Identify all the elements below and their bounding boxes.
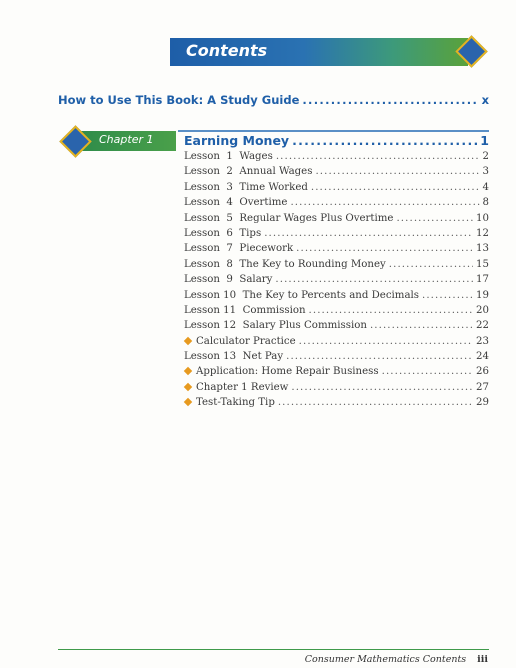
toc-entry-page: 29 — [476, 397, 489, 409]
orange-diamond-bullet-icon — [184, 367, 192, 375]
dot-leader — [302, 93, 478, 107]
footer-section: Contents — [422, 654, 467, 665]
toc-entry-page: 12 — [476, 227, 489, 239]
toc-entry-page: 13 — [476, 243, 489, 255]
toc-entry-label: Application: Home Repair Business — [196, 366, 379, 378]
toc-entry[interactable] — [184, 305, 489, 320]
toc-entry-page: 2 — [482, 151, 489, 162]
toc-entry-label: Lesson 6 Tips — [184, 227, 262, 239]
dot-leader — [382, 366, 473, 377]
toc-entry-label: Lesson 1 Wages — [184, 151, 273, 162]
toc-entry-page: 22 — [476, 320, 489, 332]
toc-entry-label: Lesson 5 Regular Wages Plus Overtime — [184, 212, 394, 224]
toc-entry-page: 3 — [482, 166, 489, 178]
chapter-page: 1 — [480, 133, 489, 148]
toc-entry[interactable] — [184, 274, 489, 289]
toc-entry[interactable] — [184, 366, 489, 381]
toc-entry-label: Calculator Practice — [196, 335, 296, 347]
dot-leader — [389, 259, 473, 270]
toc-entry[interactable] — [184, 336, 489, 351]
page-title: Contents — [186, 41, 268, 60]
toc-entry-label: Lesson 10 The Key to Percents and Decimals — [184, 289, 419, 301]
toc-entry[interactable] — [184, 259, 489, 274]
orange-diamond-bullet-icon — [184, 383, 192, 391]
toc-entry[interactable] — [184, 382, 489, 397]
toc-entry-label: Chapter 1 Review — [196, 381, 289, 393]
toc-entry-page: 8 — [482, 197, 489, 209]
toc-entry[interactable] — [184, 320, 489, 335]
toc-entry[interactable] — [184, 197, 489, 212]
dot-leader — [299, 336, 473, 347]
page-footer — [305, 654, 488, 665]
dot-leader — [311, 182, 480, 193]
toc-entry-label: Lesson 11 Commission — [184, 304, 306, 316]
dot-leader — [370, 320, 473, 331]
toc-entry-page: 20 — [476, 304, 489, 316]
dot-leader — [276, 151, 480, 162]
toc-entry[interactable] — [184, 182, 489, 197]
dot-leader — [309, 305, 473, 316]
dot-leader — [278, 397, 473, 408]
toc-entry-label: Lesson 4 Overtime — [184, 197, 288, 209]
contents-banner — [170, 38, 468, 66]
toc-entry-label: Lesson 2 Annual Wages — [184, 166, 313, 178]
toc-entry[interactable] — [184, 351, 489, 366]
toc-entry-label: Lesson 12 Salary Plus Commission — [184, 320, 367, 332]
toc-entry-page: 27 — [476, 381, 489, 393]
footer-page-number: iii — [477, 654, 488, 665]
toc-entry[interactable] — [184, 166, 489, 181]
toc-entry[interactable] — [184, 290, 489, 305]
orange-diamond-bullet-icon — [184, 336, 192, 344]
dot-leader — [286, 351, 473, 362]
toc-list — [184, 151, 489, 413]
toc-entry-page: 17 — [476, 274, 489, 286]
study-guide-label: How to Use This Book: A Study Guide — [58, 93, 300, 107]
toc-entry-label: Lesson 3 Time Worked — [184, 181, 308, 193]
footer-rule — [58, 649, 489, 650]
toc-entry-page: 19 — [476, 289, 489, 301]
dot-leader — [264, 228, 473, 239]
dot-leader — [396, 213, 473, 224]
study-guide-link[interactable] — [58, 93, 489, 109]
toc-entry[interactable] — [184, 397, 489, 412]
dot-leader — [292, 133, 477, 148]
dot-leader — [290, 197, 479, 208]
study-guide-page: x — [481, 93, 489, 107]
toc-entry-label: Lesson 9 Salary — [184, 274, 273, 286]
toc-entry-page: 23 — [476, 335, 489, 347]
toc-entry[interactable] — [184, 151, 489, 166]
toc-entry-label: Lesson 7 Piecework — [184, 243, 294, 255]
footer-book-title: Consumer Mathematics — [304, 654, 420, 665]
toc-entry-label: Lesson 8 The Key to Rounding Money — [184, 258, 386, 270]
toc-entry-page: 4 — [482, 181, 489, 193]
toc-entry[interactable] — [184, 213, 489, 228]
dot-leader — [315, 166, 479, 177]
dot-leader — [291, 382, 473, 393]
toc-entry-page: 26 — [476, 366, 489, 378]
toc-entry-page: 10 — [476, 212, 489, 224]
dot-leader — [296, 243, 473, 254]
chapter-rule — [178, 130, 489, 132]
dot-leader — [422, 290, 473, 301]
orange-diamond-bullet-icon — [184, 398, 192, 406]
toc-entry-label: Lesson 13 Net Pay — [184, 351, 284, 363]
dot-leader — [275, 274, 473, 285]
toc-entry[interactable] — [184, 228, 489, 243]
toc-entry-label: Test-Taking Tip — [196, 397, 275, 409]
chapter-tab-label: Chapter 1 — [99, 133, 154, 146]
chapter-tab — [80, 131, 176, 151]
toc-entry-page: 15 — [476, 258, 489, 270]
chapter-title-link[interactable] — [184, 133, 489, 151]
chapter-title: Earning Money — [184, 133, 290, 148]
toc-entry[interactable] — [184, 243, 489, 258]
toc-entry-page: 24 — [476, 351, 489, 363]
